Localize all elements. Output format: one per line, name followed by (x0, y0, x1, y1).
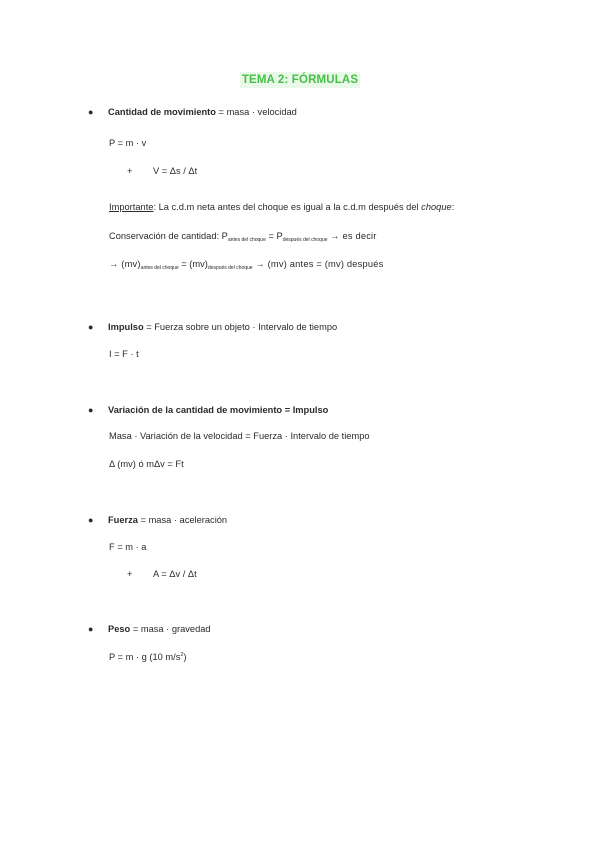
heading-definition-peso: = masa · gravedad (130, 624, 211, 634)
subformula-velocidad: V = Δs / Δt (153, 166, 198, 176)
formula-variacion-words: Masa · Variación de la velocidad = Fuerza · Intervalo de tiempo (109, 431, 370, 441)
mv-tail: → (mv) antes = (mv) después (252, 259, 384, 269)
formula-peso-exponent: 2 (180, 652, 184, 658)
bullet-icon: ● (88, 322, 94, 332)
conservacion-subscript-despues: después del choque (282, 237, 328, 244)
heading-definition-fuerza: = masa · aceleración (137, 515, 228, 525)
bullet-icon: ● (88, 405, 94, 415)
heading-term-fuerza: Fuerza (108, 515, 138, 525)
formula-peso-tail: ) (183, 652, 187, 662)
note-mv-line (0, 258, 600, 272)
mv-subscript-antes: antes del choque (140, 265, 179, 272)
note-conservacion-line (0, 230, 600, 244)
note-italic-choque: choque (421, 202, 452, 212)
plus-icon: + (127, 166, 133, 176)
bullet-heading-fuerza (0, 514, 600, 526)
page-title-container (0, 70, 600, 88)
bullet-icon: ● (88, 107, 94, 117)
mv-subscript-despues: después del choque (207, 265, 253, 272)
subformula-aceleracion-row (0, 568, 600, 580)
bullet-icon: ● (88, 515, 94, 525)
heading-definition-cantidad: = masa · velocidad (215, 107, 297, 117)
conservacion-subscript-antes: antes del choque (227, 237, 266, 244)
formula-fuerza: F = m · a (109, 542, 147, 552)
formula-cantidad-momento: P = m · v (109, 138, 147, 148)
formula-impulso: I = F · t (109, 349, 139, 359)
note-label: Importante (109, 202, 154, 212)
bullet-icon: ● (88, 624, 94, 634)
plus-icon: + (127, 569, 133, 579)
bullet-heading-cantidad-de-movimiento (0, 106, 600, 118)
bullet-heading-variacion (0, 404, 600, 416)
heading-term-variacion: Variación de la cantidad de movimiento = Impulso (108, 405, 329, 415)
bullet-heading-peso (0, 623, 600, 635)
formula-peso-lead: P = m · g (10 m/s (109, 652, 181, 662)
mv-mid: = (mv) (178, 259, 208, 269)
page-title: TEMA 2: FÓRMULAS (241, 74, 359, 86)
note-tail-end: : (451, 202, 455, 212)
mv-lead: → (mv) (109, 259, 141, 269)
heading-definition-impulso: = Fuerza sobre un objeto · Intervalo de tiempo (143, 322, 338, 332)
subformula-velocidad-row (0, 165, 600, 177)
conservacion-mid: = P (265, 231, 283, 241)
subformula-aceleracion: A = Δv / Δt (153, 569, 197, 579)
note-label-tail: : La c.d.m neta antes del choque es igual a la c.d.m después del (153, 202, 422, 212)
formula-peso-row (0, 651, 600, 665)
bullet-heading-impulso (0, 321, 600, 333)
formula-variacion-symbols: Δ (mv) ó mΔv = Ft (109, 459, 184, 469)
note-importante-line (0, 201, 600, 213)
conservacion-lead: Conservación de cantidad: P (109, 231, 228, 241)
heading-term-peso: Peso (108, 624, 131, 634)
heading-term-impulso: Impulso (108, 322, 144, 332)
heading-term-cantidad: Cantidad de movimiento (108, 107, 216, 117)
conservacion-arrow-text: → es decir (327, 231, 377, 241)
